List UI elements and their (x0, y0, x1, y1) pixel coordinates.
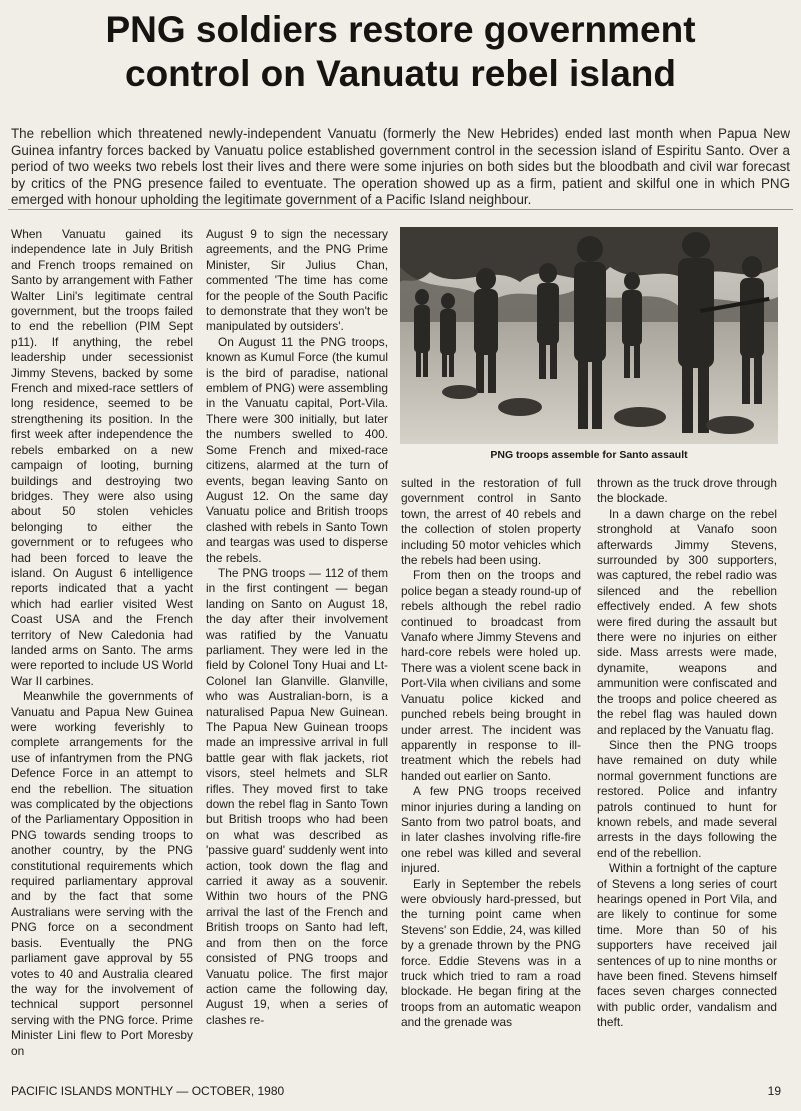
paragraph: Within a fortnight of the capture of Stevens a long series of court hearings opened in Port Vila, and are likely to continue for some time. More than 50 of his supporters have received jail sentences of up to nine months or have been fined. Stevens himself faces seven charges connected with public order, vandalism and theft. (597, 861, 777, 1030)
headline-line-2: control on Vanuatu rebel island (125, 53, 676, 94)
paragraph: From then on the troops and police began a steady round-up of rebels although the rebel radio continued to broadcast from Vanafo where Jimmy Stevens and hard-core rebels were holed up. There was a violent scene back in Port-Vila when civilians and some Vanuatu police kicked and punched rebels being brought in under arrest. The incident was apparently in response to ill-treatment which the rebels had handed out earlier on Santo. (401, 568, 581, 783)
paragraph: The PNG troops — 112 of them in the first contingent — began landing on Santo on August 18, the day after their involvement was ratified by the Vanuatu parliament. They were led in the field by Colonel Tony Huai and Lt-Colonel Ian Glanville. Glanville, who was Australian-born, is a naturalised Papua New Guinean. The Papua New Guinean troops made an impressive arrival in full battle gear with flak jackets, riot visors, steel helmets and SLR rifles. They moved first to take down the rebel flag in Santo Town but British troops who had been on what was described as 'passive guard' suddenly went into action, took down the flag and carried it away as a souvenir. Within two hours of the PNG arrival the last of the French and British troops on Santo had left, and from then on the force consisted of PNG troops and Vanuatu police. The first major action came the following day, August 19, when a series of clashes re- (206, 565, 388, 1027)
paragraph: Since then the PNG troops have remained on duty while normal government functions are restored. Police and infantry patrols continued to hunt for known rebels, and made several arrests in the days following the end of the rebellion. (597, 737, 777, 860)
photo-caption: PNG troops assemble for Santo assault (490, 449, 688, 461)
page-number: 19 (767, 1084, 781, 1098)
paragraph: thrown as the truck drove through the blockade. (597, 476, 777, 506)
standfirst: The rebellion which threatened newly-independent Vanuatu (formerly the New Hebrides) ended last month when Papua New Guinea infantry forces backed by Vanuatu police established government control in the secession island of Espiritu Santo. Over a period of two weeks two rebels lost their lives and there were some injuries on both sides but the bloodbath and civil war forecast by critics of the PNG presence failed to eventuate. The operation showed up as a firm, patient and skilful one in which PNG emerged with honour upholding the legitimate government of a Pacific Island neighbour. (11, 126, 790, 207)
headline (0, 8, 801, 96)
paragraph: sulted in the restoration of full government control in Santo town, the arrest of 40 rebels and the collection of stolen property including 50 motor vehicles which the rebels had been using. (401, 476, 581, 568)
paragraph: On August 11 the PNG troops, known as Kumul Force (the kumul is the bird of paradise, national emblem of PNG) were assembling in the Vanuatu capital, Port-Vila. There were 300 initially, but later the numbers swelled to 400. Some French and mixed-race citizens, alarmed at the turn of events, began leaving Santo on August 12. On the same day Vanuatu police and British troops clashed with rebels in Santo Town and teargas was used to disperse the rebels. (206, 334, 388, 565)
headline-line-1: PNG soldiers restore government (105, 9, 696, 50)
section-divider (8, 209, 793, 210)
paragraph: Early in September the rebels were obviously hard-pressed, but the turning point came when Stevens' son Eddie, 24, was killed by a grenade thrown by the PNG force. Eddie Stevens was in a truck which tried to ram a road blockade. He began firing at the troops from an automatic weapon and the grenade was (401, 876, 581, 1030)
article-column-1 (11, 227, 193, 1059)
paragraph: Meanwhile the governments of Vanuatu and Papua New Guinea were working feverishly to complete arrangements for the use of infantrymen from the PNG Defence Force in an attempt to end the rebellion. The situation was complicated by the objections of the Parliamentary Opposition in PNG towards sending troops to another country, by the PNG constitutional requirements which required parliamentary approval and by the fact that some Australians were serving with the PNG force on a secondment basis. Eventually the PNG parliament gave approval by 55 votes to 40 and Australia cleared the way for the involvement of technical support personnel serving with the PNG force. Prime Minister Lini flew to Port Moresby on (11, 689, 193, 1058)
paragraph: In a dawn charge on the rebel stronghold at Vanafo soon afterwards Jimmy Stevens, surrounded by 300 supporters, was captured, the rebel radio was silenced and the rebellion effectively ended. A few shots were fired during the assault but there were no injuries on either side. Mass arrests were made, dynamite, weapons and ammunition were confiscated and the troops and police cheered as the rebel flag was hauled down and replaced by the Vanuatu flag. (597, 506, 777, 737)
article-column-2 (206, 227, 388, 1028)
article-column-3 (401, 476, 581, 1031)
paragraph: August 9 to sign the necessary agreements, and the PNG Prime Minister, Sir Julius Chan, commented 'The time has come for the people of the South Pacific to demonstrate that they won't be manipulated by outsiders'. (206, 227, 388, 334)
paragraph: When Vanuatu gained its independence late in July British and French troops remained on Santo by arrangement with Father Walter Lini's legitimate central government, but the troops failed to end the rebellion (PIM Sept p11). If anything, the rebel leadership under secessionist Jimmy Stevens, backed by some French and mixed-race settlers of long residence, seemed to be strengthening its position. In the first week after independence the rebels embarked on a new campaign of looting, burning buildings and destroying two bridges. They were also using about 50 stolen vehicles belonging to either the government or to refugees who had been forced to leave the island. On August 6 intelligence reports indicated that a yacht which had earlier visited West Coast USA and the French territory of New Caledonia had landed arms on Santo. The arms were reported to include US World War II carbines. (11, 227, 193, 688)
troops-photo (400, 227, 778, 444)
paragraph: A few PNG troops received minor injuries during a landing on Santo from two patrol boats, and in later clashes involving rifle-fire one rebel was killed and several injured. (401, 784, 581, 876)
publication-line: PACIFIC ISLANDS MONTHLY — OCTOBER, 1980 (11, 1084, 285, 1098)
article-column-4 (597, 476, 777, 1031)
